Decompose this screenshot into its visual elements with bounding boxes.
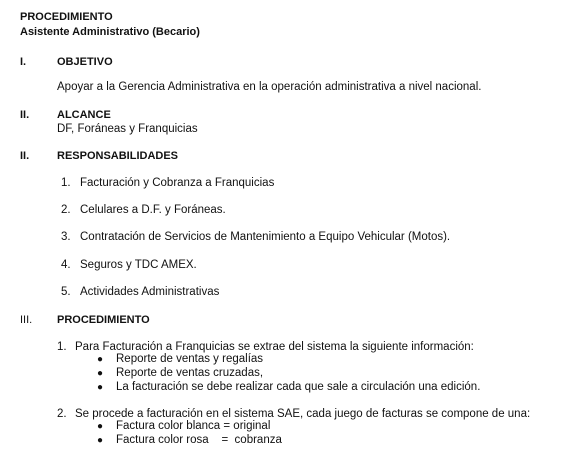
section-heading-responsabilidades: RESPONSABILIDADES	[57, 150, 179, 162]
responsabilidad-text: Contratación de Servicios de Mantenimiento a Equipo Vehicular (Motos).	[80, 231, 451, 243]
bullet-icon: ●	[97, 421, 104, 432]
responsabilidad-num: 2.	[61, 204, 71, 216]
section-numeral-responsabilidades: II.	[20, 150, 30, 162]
procedimiento-bullet-text: Factura color rosa = cobranza	[116, 434, 282, 446]
bullet-icon: ●	[97, 368, 104, 379]
section-numeral-procedimiento: III.	[20, 314, 33, 326]
responsabilidad-text: Celulares a D.F. y Foráneas.	[80, 204, 226, 216]
responsabilidad-num: 3.	[61, 231, 71, 243]
section-heading-procedimiento: PROCEDIMIENTO	[57, 314, 150, 326]
section-numeral-alcance: II.	[20, 109, 30, 121]
bullet-icon: ●	[97, 382, 104, 393]
section-heading-alcance: ALCANCE	[57, 109, 111, 121]
responsabilidad-num: 4.	[61, 259, 71, 271]
responsabilidad-num: 5.	[61, 286, 71, 298]
responsabilidad-text: Facturación y Cobranza a Franquicias	[80, 177, 275, 189]
procedimiento-bullet-text: Factura color blanca = original	[116, 420, 271, 432]
procedimiento-bullet-text: La facturación se debe realizar cada que sale a circulación una edición.	[116, 381, 481, 393]
procedimiento-step-num: 2.	[57, 408, 67, 420]
procedimiento-step-text: Para Facturación a Franquicias se extrae del sistema la siguiente información:	[75, 341, 474, 353]
document-subtitle: Asistente Administrativo (Becario)	[20, 26, 200, 38]
document-title: PROCEDIMIENTO	[20, 11, 113, 23]
responsabilidad-text: Seguros y TDC AMEX.	[80, 259, 197, 271]
bullet-icon: ●	[97, 435, 104, 446]
procedimiento-step-num: 1.	[57, 341, 67, 353]
responsabilidad-num: 1.	[61, 177, 71, 189]
section-heading-objetivo: OBJETIVO	[57, 56, 113, 68]
alcance-text: DF, Foráneas y Franquicias	[57, 123, 198, 135]
bullet-icon: ●	[97, 354, 104, 365]
section-numeral-objetivo: I.	[20, 56, 27, 68]
responsabilidad-text: Actividades Administrativas	[80, 286, 220, 298]
objetivo-text: Apoyar a la Gerencia Administrativa en la operación administrativa a nivel nacional.	[57, 81, 482, 93]
procedimiento-bullet-text: Reporte de ventas cruzadas,	[116, 367, 264, 379]
procedimiento-bullet-text: Reporte de ventas y regalías	[116, 353, 264, 365]
procedimiento-step-text: Se procede a facturación en el sistema SAE, cada juego de facturas se compone de una:	[75, 408, 531, 420]
